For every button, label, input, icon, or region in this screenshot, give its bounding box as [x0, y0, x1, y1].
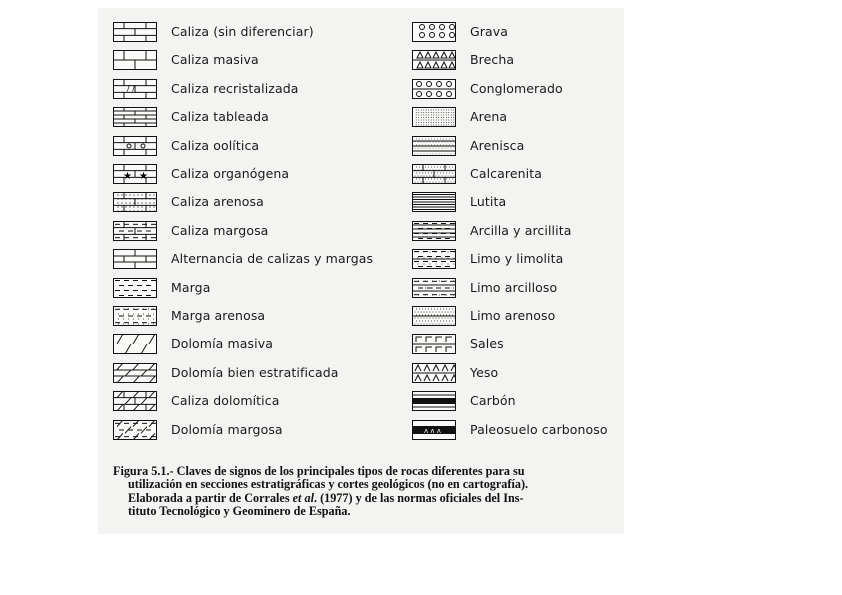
- clay-pattern-icon: [412, 221, 456, 241]
- brick-star-pattern-icon: [113, 164, 157, 184]
- figure-caption: [113, 465, 613, 519]
- brick-sparse-pattern-icon: [113, 50, 157, 70]
- legend-label: Yeso: [470, 364, 499, 380]
- legend-label: Arena: [470, 109, 508, 125]
- salt-pattern-icon: [412, 334, 456, 354]
- legend-label: Alternancia de calizas y margas: [171, 251, 374, 267]
- legend-label: Dolomía bien estratificada: [171, 364, 339, 380]
- gravel-pattern-icon: [412, 22, 456, 42]
- brick-pattern-icon: [113, 22, 157, 42]
- shale-pattern-icon: [412, 192, 456, 212]
- legend-label: Caliza tableada: [171, 109, 269, 125]
- dashes-pattern-icon: [113, 278, 157, 298]
- legend-label: Marga arenosa: [171, 308, 266, 323]
- sand-pattern-icon: [412, 107, 456, 127]
- legend-label: Calcarenita: [470, 166, 543, 181]
- legend-label: Grava: [470, 24, 509, 39]
- legend-label: Arcilla y arcillita: [470, 222, 572, 238]
- brick-tight-pattern-icon: [113, 107, 157, 127]
- conglomerate-pattern-icon: [412, 79, 456, 99]
- brick-slash-pattern-icon: [113, 79, 157, 99]
- legend-label: Caliza (sin diferenciar): [171, 24, 314, 39]
- svg-text:★: ★: [123, 171, 132, 182]
- brick-oolite-pattern-icon: [113, 136, 157, 156]
- dolomite-brick-pattern-icon: [113, 391, 157, 411]
- legend-label: Sales: [470, 336, 504, 352]
- brick-dash-pattern-icon: [113, 221, 157, 241]
- caption-line-4: tituto Tecnológico y Geominero de España.: [128, 504, 351, 519]
- legend-label: Conglomerado: [470, 80, 563, 96]
- silt-pattern-icon: [412, 249, 456, 269]
- caption-text: Elaborada a partir de Corrales: [128, 490, 293, 505]
- sandstone-pattern-icon: [412, 136, 456, 156]
- svg-text:ʌ ʌ ʌ: ʌ ʌ ʌ: [424, 426, 441, 435]
- legend-label: Limo y limolita: [470, 251, 564, 267]
- caption-italic: et al: [292, 490, 314, 505]
- legend-label: Caliza dolomítica: [171, 393, 280, 409]
- coal-pattern-icon: [412, 391, 456, 411]
- legend-label: Limo arenoso: [470, 308, 556, 323]
- legend-label: Caliza organógena: [171, 166, 290, 181]
- legend-label: Lutita: [470, 194, 507, 210]
- caption-text: . (1977) y de las normas oficiales del Ins-: [313, 490, 524, 505]
- caption-line-1: Figura 5.1.- Claves de signos de los principales tipos de rocas diferentes para su: [113, 464, 525, 478]
- legend-label: Carbón: [470, 393, 516, 409]
- legend-label: Caliza recristalizada: [171, 80, 299, 96]
- legend-label: Limo arcilloso: [470, 279, 558, 295]
- legend-label: Caliza masiva: [171, 52, 259, 68]
- caption-line-2: utilización en secciones estratigráficas y cortes geológicos (no en cartografía).: [128, 477, 529, 492]
- calcarenite-pattern-icon: [412, 164, 456, 184]
- dolomite-dash-pattern-icon: [113, 420, 157, 440]
- svg-text:★: ★: [139, 171, 148, 182]
- svg-text:/ /: / /: [127, 83, 135, 93]
- legend-label: Paleosuelo carbonoso: [470, 421, 608, 437]
- legend-label: Dolomía masiva: [171, 336, 273, 352]
- legend-label: Dolomía margosa: [171, 421, 283, 437]
- legend-label: Brecha: [470, 52, 515, 68]
- dolomite-sparse-pattern-icon: [113, 334, 157, 354]
- paleosol-pattern-icon: [412, 420, 456, 440]
- dolomite-pattern-icon: [113, 363, 157, 383]
- legend-label: Caliza oolítica: [171, 137, 260, 153]
- dashes-dots-pattern-icon: [113, 306, 157, 326]
- legend-label: Caliza margosa: [171, 222, 269, 238]
- breccia-pattern-icon: [412, 50, 456, 70]
- silt-clay-pattern-icon: [412, 278, 456, 298]
- brick-dots-pattern-icon: [113, 192, 157, 212]
- legend-label: Marga: [171, 279, 211, 295]
- gypsum-pattern-icon: [412, 363, 456, 383]
- legend-label: Caliza arenosa: [171, 194, 264, 210]
- legend-label: Arenisca: [470, 137, 525, 153]
- caption-line-3: [113, 492, 613, 505]
- silt-sand-pattern-icon: [412, 306, 456, 326]
- alternating-pattern-icon: [113, 249, 157, 269]
